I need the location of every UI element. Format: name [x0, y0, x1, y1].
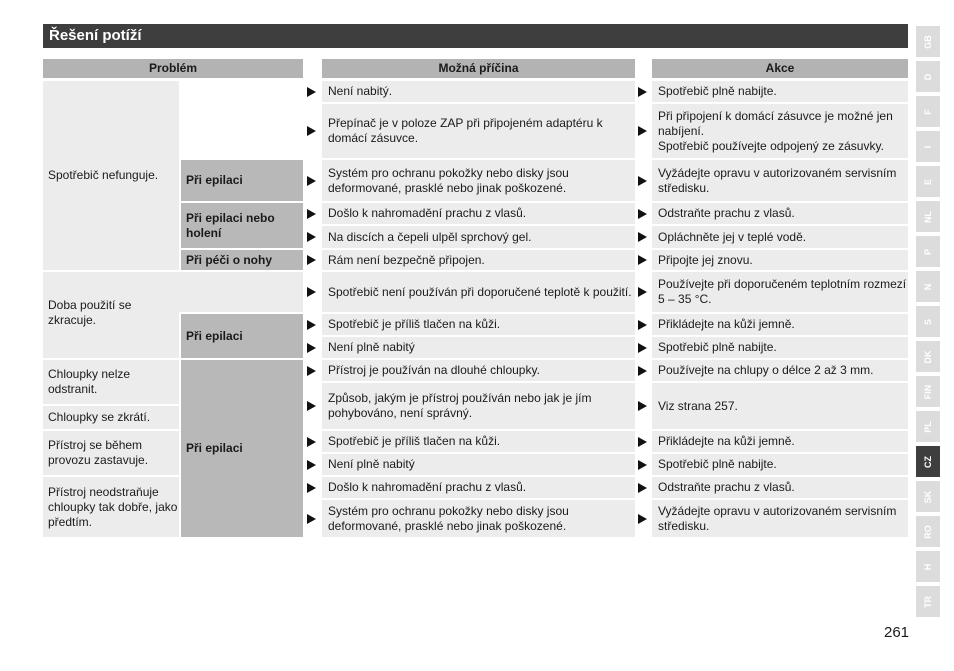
language-tab-d[interactable]	[916, 61, 940, 92]
problem-cell	[43, 477, 179, 537]
action-arrow-icon	[638, 401, 647, 411]
action-arrow-icon	[638, 437, 647, 447]
cause-arrow-icon	[307, 514, 316, 524]
action-cell	[652, 314, 908, 335]
condition-cell-text: Při epilaci	[186, 173, 243, 187]
cause-cell-text: Není nabitý.	[328, 84, 393, 98]
language-tab-label: P	[923, 248, 933, 255]
language-tab-label: CZ	[923, 455, 933, 468]
problem-cell-text: Přístroj neodstraňuje chloupky tak dobře, jako předtím.	[48, 484, 178, 529]
cause-arrow-icon	[307, 343, 316, 353]
cause-cell	[322, 477, 635, 498]
action-arrow-icon	[638, 366, 647, 376]
action-cell	[652, 454, 908, 475]
language-tab-i[interactable]	[916, 131, 940, 162]
cause-cell	[322, 104, 635, 158]
cause-arrow-icon	[307, 460, 316, 470]
language-tab-label: I	[923, 145, 933, 148]
action-cell-text: Viz strana 257.	[658, 398, 738, 413]
language-tab-label: D	[923, 73, 933, 80]
condition-cell	[181, 160, 303, 201]
cause-cell	[322, 337, 635, 358]
cause-arrow-icon	[307, 232, 316, 242]
cause-arrow-icon	[307, 287, 316, 297]
cause-arrow-icon	[307, 320, 316, 330]
action-arrow-icon	[638, 255, 647, 265]
cause-cell-text: Spotřebič je příliš tlačen na kůži.	[328, 434, 501, 448]
cause-cell	[322, 160, 635, 201]
cause-cell-text: Spotřebič není používán při doporučené teplotě k použití.	[328, 284, 632, 299]
cause-cell	[322, 360, 635, 381]
problem-header-text: Problém	[148, 61, 197, 75]
language-tab-label: RO	[923, 524, 933, 539]
condition-cell	[181, 203, 303, 248]
cause-cell	[322, 454, 635, 475]
problem-cell-text: Přístroj se během provozu zastavuje.	[48, 438, 149, 467]
section-title-bar	[43, 24, 908, 48]
language-tab-n[interactable]	[916, 271, 940, 302]
condition-cell-text: Při péči o nohy	[186, 252, 273, 267]
cause-header-text: Možná příčina	[438, 61, 519, 75]
action-arrow-icon	[638, 460, 647, 470]
action-cell-text: Vyžádejte opravu v autorizovaném servisním středisku.	[658, 165, 897, 195]
action-cell-text: Odstraňte prachu z vlasů.	[658, 480, 795, 494]
language-tab-h[interactable]	[916, 551, 940, 582]
action-cell	[652, 81, 908, 102]
action-cell	[652, 383, 908, 429]
problem-cell	[43, 81, 179, 270]
cause-arrow-icon	[307, 255, 316, 265]
problem-cell-text: Chloupky nelze odstranit.	[48, 367, 131, 396]
cause-arrow-icon	[307, 366, 316, 376]
language-tab-tr[interactable]	[916, 586, 940, 617]
language-tab-label: F	[923, 108, 933, 115]
cause-header	[322, 59, 635, 78]
action-cell-text: Přikládejte na kůži jemně.	[658, 317, 795, 331]
language-tab-pl[interactable]	[916, 411, 940, 442]
language-tab-label: FIN	[923, 384, 933, 399]
cause-cell	[322, 431, 635, 452]
cause-cell-text: Systém pro ochranu pokožky nebo disky jsou deformované, prasklé nebo jinak poškozené.	[328, 165, 569, 195]
cause-cell	[322, 81, 635, 102]
action-cell	[652, 431, 908, 452]
cause-cell-text: Rám není bezpečně připojen.	[328, 252, 485, 267]
cause-arrow-icon	[307, 437, 316, 447]
action-cell-text: Spotřebič plně nabijte.	[658, 84, 777, 98]
cause-arrow-icon	[307, 401, 316, 411]
action-cell	[652, 477, 908, 498]
cause-arrow-icon	[307, 483, 316, 493]
action-cell	[652, 226, 908, 248]
action-cell-text: Přikládejte na kůži jemně.	[658, 434, 795, 448]
action-cell-text: Odstraňte prachu z vlasů.	[658, 206, 795, 220]
action-cell-text: Spotřebič plně nabijte.	[658, 340, 777, 354]
problem-cell	[43, 431, 179, 475]
action-cell-text: Používejte na chlupy o délce 2 až 3 mm.	[658, 363, 874, 377]
action-cell-text: Vyžádejte opravu v autorizovaném servisním středisku.	[658, 503, 897, 533]
language-tab-label: DK	[923, 350, 933, 363]
action-cell	[652, 104, 908, 158]
cause-cell-text: Není plně nabitý	[328, 340, 415, 354]
action-cell	[652, 250, 908, 270]
action-arrow-icon	[638, 514, 647, 524]
cause-cell	[322, 250, 635, 270]
problem-cell	[43, 406, 179, 429]
language-tab-f[interactable]	[916, 96, 940, 127]
language-tab-label: N	[923, 283, 933, 290]
action-cell-text: Používejte při doporučeném teplotním rozmezí 5 – 35 °C.	[658, 277, 907, 306]
cause-arrow-icon	[307, 126, 316, 136]
cause-cell-text: Na discích a čepeli ulpěl sprchový gel.	[328, 229, 532, 244]
problem-cell-text: Chloupky se zkrátí.	[48, 410, 151, 424]
condition-cell-text: Při epilaci	[186, 328, 243, 343]
language-tab-gb[interactable]	[916, 26, 940, 57]
language-tab-label: E	[923, 178, 933, 185]
problem-cell	[43, 272, 179, 358]
action-cell-text: Při připojení k domácí zásuvce je možné jen nabíjení. Spotřebič používejte odpojený ze zásuvky.	[658, 108, 893, 153]
action-cell	[652, 203, 908, 224]
action-cell-text: Spotřebič plně nabijte.	[658, 457, 777, 471]
language-tab-s[interactable]	[916, 306, 940, 337]
action-cell	[652, 360, 908, 381]
language-tab-label: H	[923, 563, 933, 570]
cause-cell-text: Způsob, jakým je přístroj používán nebo jak je jím pohybováno, není správný.	[328, 391, 592, 420]
language-tab-label: TR	[923, 595, 933, 608]
action-arrow-icon	[638, 176, 647, 186]
condition-cell-text: Při epilaci nebo holení	[186, 210, 275, 240]
condition-cell-text: Při epilaci	[186, 441, 243, 455]
action-arrow-icon	[638, 126, 647, 136]
action-header	[652, 59, 908, 78]
language-tab-ro[interactable]	[916, 516, 940, 547]
action-arrow-icon	[638, 87, 647, 97]
section-title: Řešení potíží	[49, 27, 142, 44]
language-tab-label: NL	[923, 210, 933, 223]
action-arrow-icon	[638, 320, 647, 330]
action-arrow-icon	[638, 232, 647, 242]
cause-arrow-icon	[307, 87, 316, 97]
problem-cell	[43, 360, 179, 404]
cause-cell-text: Došlo k nahromadění prachu z vlasů.	[328, 206, 527, 220]
action-cell	[652, 160, 908, 201]
cause-cell-text: Spotřebič je příliš tlačen na kůži.	[328, 317, 501, 331]
cause-cell-text: Není plně nabitý	[328, 457, 415, 471]
language-tab-nl[interactable]	[916, 201, 940, 232]
cause-cell-text: Systém pro ochranu pokožky nebo disky jsou deformované, prasklé nebo jinak poškozené.	[328, 503, 569, 533]
condition-cell	[181, 360, 303, 537]
action-arrow-icon	[638, 483, 647, 493]
language-tab-label: S	[923, 318, 933, 325]
cause-cell-text: Přepínač je v poloze ZAP při připojeném adaptéru k domácí zásuvce.	[328, 116, 603, 145]
cause-cell-text: Došlo k nahromadění prachu z vlasů.	[328, 480, 527, 494]
problem-cell-text: Doba použití se zkracuje.	[48, 298, 132, 327]
cause-cell	[322, 383, 635, 429]
action-cell-text: Připojte jej znovu.	[658, 252, 753, 267]
action-cell	[652, 337, 908, 358]
language-tab-label: GB	[923, 34, 933, 49]
cause-cell	[322, 226, 635, 248]
language-tab-dk[interactable]	[916, 341, 940, 372]
cause-cell	[322, 314, 635, 335]
language-tab-e[interactable]	[916, 166, 940, 197]
cause-arrow-icon	[307, 176, 316, 186]
problem-cell-text: Spotřebič nefunguje.	[48, 168, 159, 182]
language-tab-p[interactable]	[916, 236, 940, 267]
language-tab-cz[interactable]	[916, 446, 940, 477]
cause-arrow-icon	[307, 209, 316, 219]
language-tab-label: SK	[923, 490, 933, 503]
action-header-text: Akce	[765, 61, 795, 75]
cause-cell	[322, 203, 635, 224]
action-arrow-icon	[638, 287, 647, 297]
problem-header	[43, 59, 303, 78]
language-tab-sk[interactable]	[916, 481, 940, 512]
action-arrow-icon	[638, 343, 647, 353]
language-tab-fin[interactable]	[916, 376, 940, 407]
action-cell	[652, 500, 908, 537]
action-arrow-icon	[638, 209, 647, 219]
cause-cell	[322, 500, 635, 537]
language-tab-label: PL	[923, 420, 933, 433]
action-cell-text: Opláchněte jej v teplé vodě.	[658, 229, 807, 244]
condition-cell	[181, 314, 303, 358]
page-number: 261	[884, 624, 910, 641]
action-cell	[652, 272, 908, 312]
cause-cell-text: Přístroj je používán na dlouhé chloupky.	[328, 363, 540, 377]
condition-cell	[181, 250, 303, 270]
cause-cell	[322, 272, 635, 312]
